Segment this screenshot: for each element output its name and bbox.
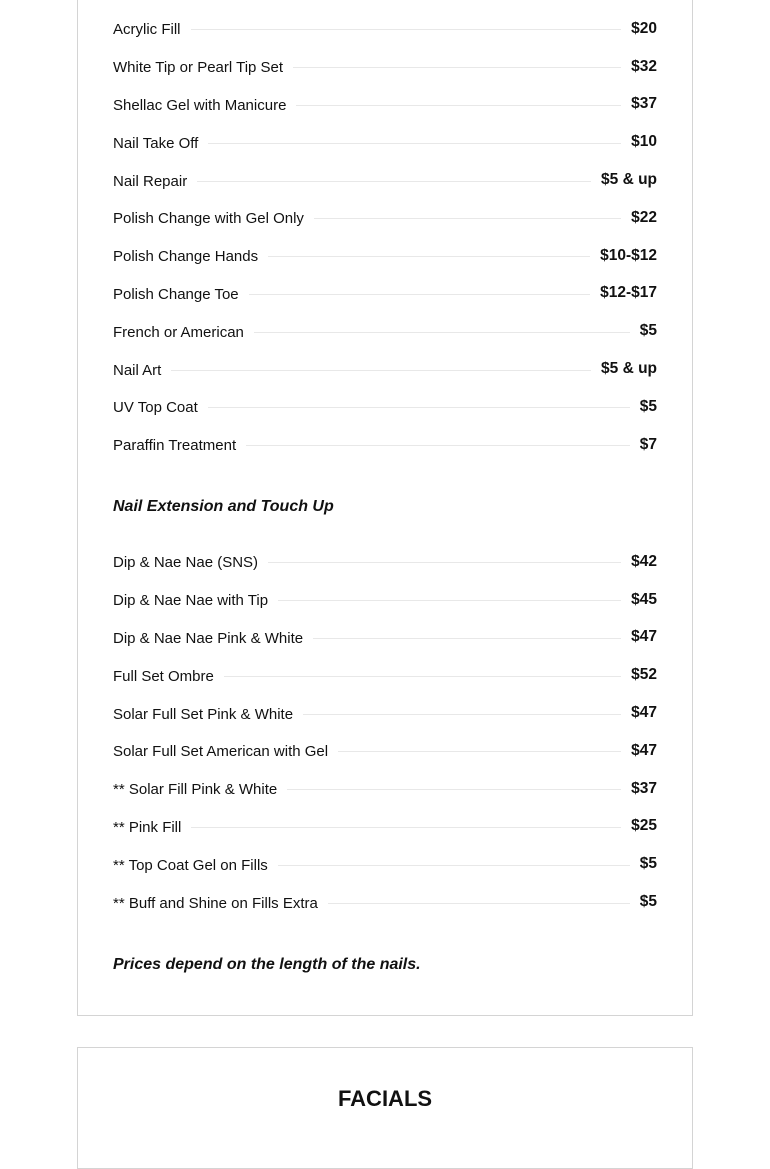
- leader-line: [208, 407, 630, 408]
- price-row: [113, 238, 657, 276]
- price-row: [113, 427, 657, 465]
- service-price: $7: [639, 435, 657, 453]
- price-row: [113, 276, 657, 314]
- service-price: $47: [631, 741, 657, 759]
- price-row: [113, 771, 657, 809]
- price-row: [113, 124, 657, 162]
- service-price: $5 & up: [601, 171, 657, 189]
- price-row: [113, 200, 657, 238]
- service-name: UV Top Coat: [113, 399, 198, 417]
- service-name: Solar Full Set American with Gel: [113, 743, 329, 761]
- price-row: [113, 582, 657, 620]
- service-price: $12-$17: [600, 284, 657, 302]
- service-price: $5 & up: [601, 360, 657, 378]
- nail-services-list: [113, 11, 657, 465]
- price-row: [113, 809, 657, 847]
- leader-line: [313, 638, 621, 639]
- leader-line: [197, 181, 591, 182]
- service-name: ** Solar Fill Pink & White: [113, 781, 278, 799]
- service-name: French or American: [113, 323, 244, 341]
- leader-line: [293, 67, 621, 68]
- price-row: [113, 162, 657, 200]
- service-name: Polish Change Hands: [113, 248, 259, 266]
- leader-line: [208, 143, 621, 144]
- service-name: Dip & Nae Nae Pink & White: [113, 629, 304, 647]
- price-row: [113, 389, 657, 427]
- price-row: [113, 620, 657, 658]
- service-name: Shellac Gel with Manicure: [113, 96, 287, 114]
- leader-line: [268, 256, 590, 257]
- price-row: [113, 657, 657, 695]
- service-price: $22: [631, 208, 657, 226]
- leader-line: [338, 751, 621, 752]
- leader-line: [171, 370, 591, 371]
- leader-line: [191, 29, 622, 30]
- service-name: Polish Change Toe: [113, 285, 239, 303]
- service-price: $32: [631, 57, 657, 75]
- price-row: [113, 846, 657, 884]
- price-row: [113, 313, 657, 351]
- service-name: ** Pink Fill: [113, 818, 182, 836]
- price-row: [113, 733, 657, 771]
- service-price: $37: [631, 95, 657, 113]
- service-name: Full Set Ombre: [113, 667, 214, 685]
- leader-line: [278, 600, 621, 601]
- service-price: $47: [631, 704, 657, 722]
- leader-line: [268, 562, 621, 563]
- leader-line: [314, 218, 621, 219]
- service-price: $25: [631, 817, 657, 835]
- service-name: Dip & Nae Nae (SNS): [113, 554, 259, 572]
- price-row: [113, 544, 657, 582]
- service-price: $42: [631, 552, 657, 570]
- service-price: $5: [639, 855, 657, 873]
- service-price: $10-$12: [600, 246, 657, 264]
- leader-line: [278, 865, 630, 866]
- service-price: $47: [631, 628, 657, 646]
- service-name: ** Buff and Shine on Fills Extra: [113, 894, 318, 912]
- service-name: ** Top Coat Gel on Fills: [113, 856, 268, 874]
- service-name: Nail Art: [113, 361, 162, 379]
- leader-line: [303, 714, 621, 715]
- leader-line: [191, 827, 621, 828]
- service-name: Polish Change with Gel Only: [113, 210, 304, 228]
- leader-line: [249, 294, 590, 295]
- service-price: $5: [639, 397, 657, 415]
- service-name: Solar Full Set Pink & White: [113, 705, 294, 723]
- nail-extension-heading: Nail Extension and Touch Up: [113, 498, 334, 515]
- service-price: $20: [631, 19, 657, 37]
- service-price: $52: [631, 666, 657, 684]
- facials-card: [77, 1047, 693, 1169]
- price-row: [113, 351, 657, 389]
- service-price: $5: [639, 893, 657, 911]
- leader-line: [246, 445, 630, 446]
- price-row: [113, 87, 657, 125]
- service-name: Nail Take Off: [113, 134, 199, 152]
- leader-line: [287, 789, 621, 790]
- service-price: $10: [631, 133, 657, 151]
- service-name: Acrylic Fill: [113, 21, 181, 39]
- service-name: Dip & Nae Nae with Tip: [113, 592, 269, 610]
- leader-line: [328, 903, 630, 904]
- price-note: Prices depend on the length of the nails.: [113, 956, 421, 973]
- service-name: Nail Repair: [113, 172, 188, 190]
- price-row: [113, 49, 657, 87]
- service-name: White Tip or Pearl Tip Set: [113, 59, 284, 77]
- leader-line: [296, 105, 621, 106]
- leader-line: [254, 332, 630, 333]
- service-name: Paraffin Treatment: [113, 437, 237, 455]
- nail-extension-list: [113, 544, 657, 922]
- service-price: $45: [631, 590, 657, 608]
- service-price: $5: [639, 322, 657, 340]
- price-row: [113, 11, 657, 49]
- price-row: [113, 695, 657, 733]
- price-row: [113, 884, 657, 922]
- service-price: $37: [631, 779, 657, 797]
- facials-title: FACIALS: [337, 1086, 433, 1111]
- leader-line: [224, 676, 621, 677]
